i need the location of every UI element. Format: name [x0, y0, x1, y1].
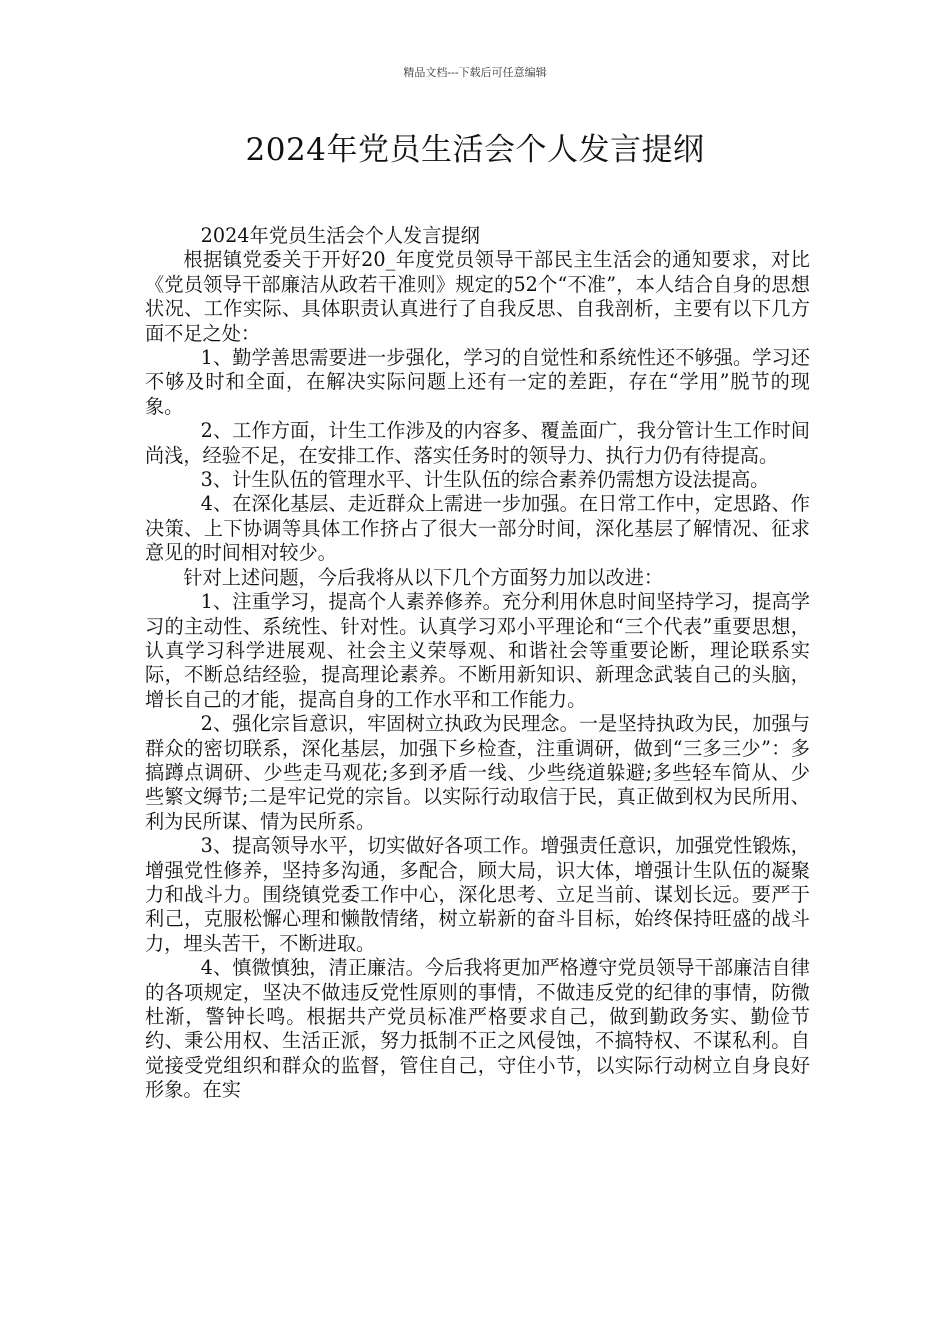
improvement-intro: 针对上述问题，今后我将从以下几个方面努力加以改进： — [183, 565, 664, 589]
improvement-item-2: 2、强化宗旨意识，牢固树立执政为民理念。一是坚持执政为民，加强与群众的密切联系，深化基层，加强下乡检查，注重调研，做到“三多三少”：多搞蹲点调研、少些走马观花;多到矛盾一线、少些绕道躲避;多些轻车简从、少些繁文缛节;二是牢记党的宗旨。以实际行动取信于民，真正做到权为民所用、利为民所谋、情为民所系。 — [145, 712, 810, 833]
shortcoming-item-2: 2、工作方面，计生工作涉及的内容多、覆盖面广，我分管计生工作时间尚浅，经验不足，在安排工作、落实任务时的领导力、执行力仍有待提高。 — [145, 419, 810, 467]
intro-paragraph: 根据镇党委关于开好20_年度党员领导干部民主生活会的通知要求，对比《党员领导干部廉洁从政若干准则》规定的52个“不准”，本人结合自身的思想状况、工作实际、具体职责认真进行了自我反思、自我剖析，主要有以下几方面不足之处： — [145, 248, 810, 345]
shortcoming-item-1: 1、勤学善思需要进一步强化，学习的自觉性和系统性还不够强。学习还不够及时和全面，在解决实际问题上还有一定的差距，存在“学用”脱节的现象。 — [145, 346, 810, 418]
improvement-item-1: 1、注重学习，提高个人素养修养。充分利用休息时间坚持学习，提高学习的主动性、系统性、针对性。认真学习邓小平理论和“三个代表”重要思想，认真学习科学进展观、社会主义荣辱观、和谐社会等重要论断，理论联系实际，不断总结经验，提高理论素养。不断用新知识、新理念武装自己的头脑，增长自己的才能，提高自身的工作水平和工作能力。 — [145, 590, 810, 711]
improvement-item-4: 4、慎微慎独，清正廉洁。今后我将更加严格遵守党员领导干部廉洁自律的各项规定，坚决不做违反党性原则的事情，不做违反党的纪律的事情，防微杜渐，警钟长鸣。根据共产党员标准严格要求自己，做到勤政务实、勤俭节约、秉公用权、生活正派，努力抵制不正之风侵蚀，不搞特权、不谋私利。自觉接受党组织和群众的监督，管住自己，守住小节，以实际行动树立自身良好形象。在实 — [145, 956, 810, 1102]
page-header-watermark: 精品文档---下载后可任意编辑 — [403, 66, 547, 79]
shortcoming-item-4: 4、在深化基层、走近群众上需进一步加强。在日常工作中，定思路、作决策、上下协调等具体工作挤占了很大一部分时间，深化基层了解情况、征求意见的时间相对较少。 — [145, 492, 810, 565]
body-subtitle: 2024年党员生活会个人发言提纲 — [200, 224, 480, 247]
improvement-item-3: 3、提高领导水平，切实做好各项工作。增强责任意识，加强党性锻炼，增强党性修养，坚持多沟通，多配合，顾大局，识大体，增强计生队伍的凝聚力和战斗力。围绕镇党委工作中心，深化思考、立足当前、谋划长远。要严于利己，克服松懈心理和懒散情绪，树立崭新的奋斗目标，始终保持旺盛的战斗力，埋头苦干，不断进取。 — [145, 834, 810, 955]
document-body — [145, 224, 810, 1103]
shortcoming-item-3: 3、计生队伍的管理水平、计生队伍的综合素养仍需想方设法提高。 — [200, 468, 770, 492]
document-title: 2024年党员生活会个人发言提纲 — [245, 132, 705, 168]
